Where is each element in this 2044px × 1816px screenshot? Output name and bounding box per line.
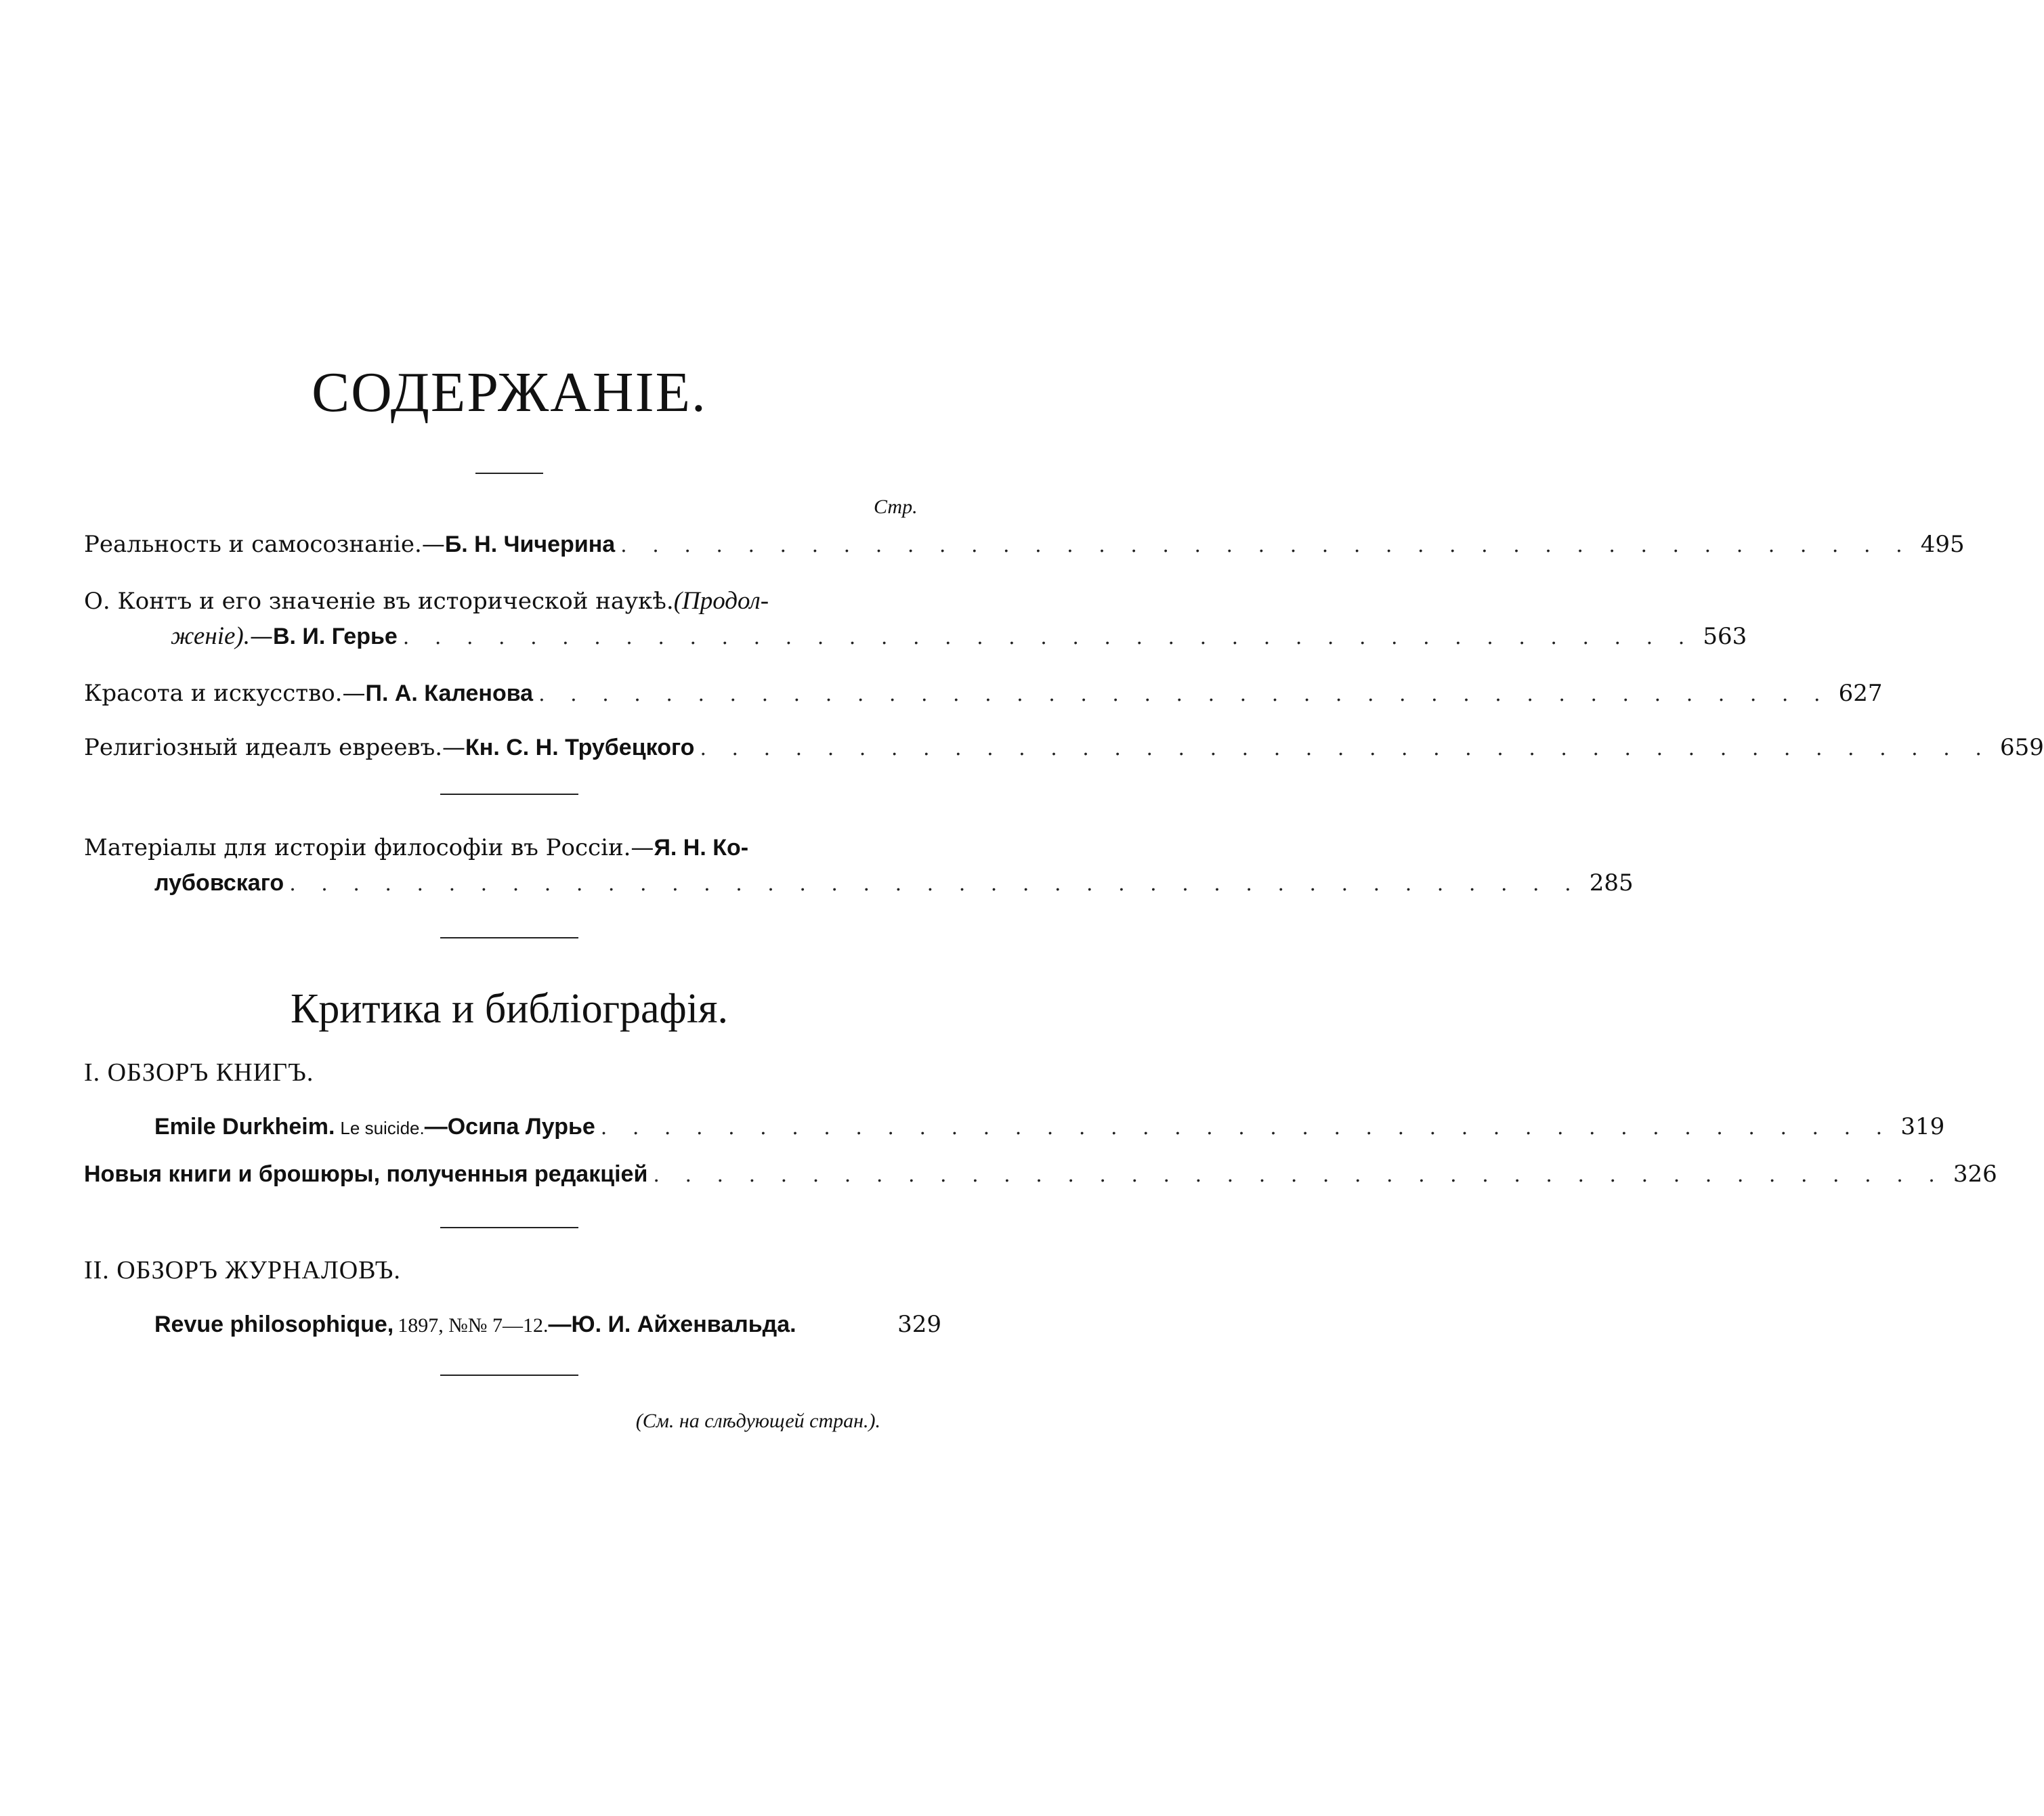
section-divider <box>440 937 578 938</box>
entry-title: Реальность и самосознаніе.— <box>84 531 445 558</box>
toc-entry-2[interactable] <box>84 584 1747 655</box>
page-title: СОДЕРЖАНІЕ. <box>312 361 707 424</box>
toc-entry-3[interactable] <box>84 676 1883 712</box>
journal-issue: 1897, №№ 7—12. <box>398 1314 549 1337</box>
entry-page: 319 <box>1900 1113 1945 1140</box>
entry-title-italic: (Продол- <box>673 587 769 615</box>
entry-dash: — <box>249 623 273 650</box>
books-entry-2[interactable] <box>84 1156 1997 1193</box>
entry-author: Я. Н. Ко- <box>654 835 749 861</box>
section-divider <box>440 1375 578 1376</box>
entry-page: 329 <box>897 1311 941 1338</box>
footnote: (См. на слѣдующей стран.). <box>635 1410 880 1432</box>
entry-page: 285 <box>1589 869 1634 896</box>
entry-page: 627 <box>1838 680 1883 707</box>
leader-dots: . . . . . . . . . . . . . . . . . . . . . . . . . . . . . . . . . . . . . . . . . <box>620 534 1912 557</box>
leader-dots: . . . . . . . . . . . . . . . . . . . . . . . . . . . . . . . . . . . . . . . . . <box>289 872 1581 896</box>
entry-title: О. Контъ и его значеніе въ исторической наукѣ. <box>84 588 674 615</box>
entry-title: Матеріалы для исторіи философіи въ Россіи.— <box>84 834 654 861</box>
leader-dots: . . . . . . . . . . . . . . . . . . . . . . . . . . . . . . . . . . . . . . . . . <box>653 1163 1944 1187</box>
review-reviewer: —Осипа Лурье <box>424 1114 595 1140</box>
section-title: Критика и библіографія. <box>291 986 728 1032</box>
review-book-author: Emile Durkheim. <box>154 1114 335 1140</box>
journal-name: Revue philosophique, <box>154 1312 394 1337</box>
entry-author: Б. Н. Чичерина <box>444 532 616 557</box>
journals-entry[interactable] <box>84 1307 941 1343</box>
leader-dots: . . . . . . . . . . . . . . . . . . . . . . . . . . . . . . . . . . . . . . . . . <box>402 626 1695 649</box>
entry-author-cont: лубовскаго <box>154 870 284 896</box>
books-heading: I. ОБЗОРЪ КНИГЪ. <box>84 1058 314 1087</box>
toc-entry-1[interactable] <box>84 527 1965 563</box>
entry-author: В. И. Герье <box>272 624 398 649</box>
entry-title-italic-cont: женіе). <box>171 622 250 650</box>
entry-author: П. А. Каленова <box>365 680 534 706</box>
toc-entry-supplement[interactable] <box>84 830 1634 902</box>
leader-dots: . . . . . . . . . . . . . . . . . . . . . . . . . . . . . . . . . . . . . . . . . <box>600 1116 1892 1140</box>
toc-entry-4[interactable] <box>84 730 2044 766</box>
entry-title: Красота и искусство.— <box>84 680 366 707</box>
entry-page: 659 <box>1999 734 2044 761</box>
entry-page: 563 <box>1703 623 1747 650</box>
leader-dots: . . . . . . . . . . . . . . . . . . . . . . . . . . . . . . . . . . . . . . . . . <box>538 683 1830 706</box>
section-divider <box>440 1227 578 1228</box>
books-entry-1[interactable] <box>84 1109 1945 1146</box>
entry-author: Кн. С. Н. Трубецкого <box>465 735 695 760</box>
title-rule <box>475 473 543 474</box>
entry-title: Религіозный идеалъ евреевъ.— <box>84 734 466 761</box>
section-divider <box>440 794 578 795</box>
review-book-title: Le suicide. <box>340 1118 425 1138</box>
review-reviewer: —Ю. И. Айхенвальда. <box>548 1312 796 1337</box>
entry-page: 326 <box>1953 1161 1997 1188</box>
leader-dots: . . . . . . . . . . . . . . . . . . . . . . . . . . . . . . . . . . . . . . . . . <box>700 737 1991 760</box>
page-column-header: Стр. <box>874 496 918 518</box>
journals-heading: II. ОБЗОРЪ ЖУРНАЛОВЪ. <box>84 1256 401 1284</box>
entry-page: 495 <box>1920 531 1965 558</box>
new-books-label: Новыя книги и брошюры, полученныя редакціей <box>84 1161 648 1187</box>
